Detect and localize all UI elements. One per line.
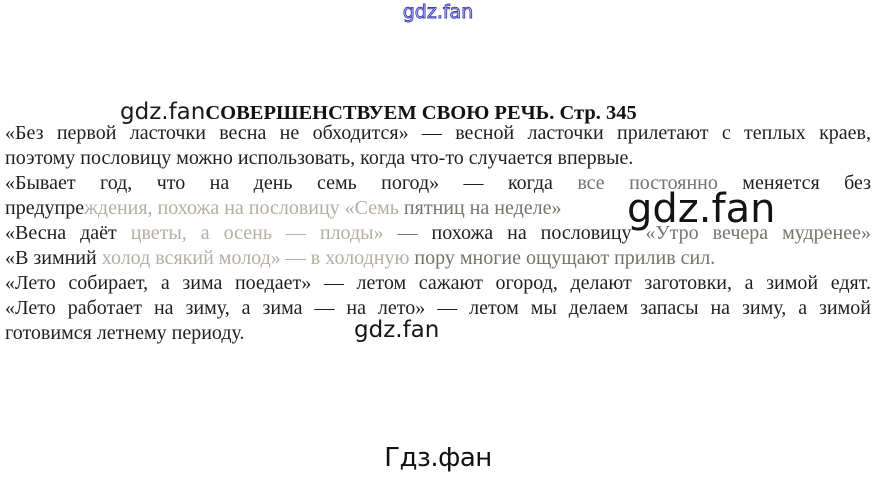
text-segment: «Бывает год, что на день семь погод» — когда <box>5 172 578 194</box>
text-segment: предупре <box>5 197 85 219</box>
text-line <box>5 271 871 296</box>
text-segment: поэтому пословицу можно использовать, когда что-то случается впервые. <box>5 147 634 169</box>
document-text-block <box>5 121 871 346</box>
text-segment: «Без первой ласточки весна не обходится» — весной ласточки прилетают с теплых краев, <box>5 122 871 144</box>
text-segment: «Утро вечера мудренее» <box>645 222 871 244</box>
text-segment: ждения, похожа на пословицу «Семь <box>84 197 399 219</box>
text-segment: холод всякий молод» — в холодную <box>101 247 415 269</box>
text-segment: — <box>397 222 432 244</box>
text-line <box>5 146 871 171</box>
title-prefix-watermark: gdz.fan <box>120 99 206 125</box>
top-watermark: gdz.fan <box>402 1 474 23</box>
text-line <box>5 246 871 271</box>
text-line <box>5 121 871 146</box>
page-title: СОВЕРШЕНСТВУЕМ СВОЮ РЕЧЬ. Стр. 345 <box>205 102 637 124</box>
text-segment: пятниц на неделе» <box>398 197 562 219</box>
text-segment: похожа на пословицу <box>431 222 646 244</box>
text-segment: «Лето собирает, а зима поедает» — летом сажают огород, делают заготовки, а зимой едят. <box>5 272 871 294</box>
text-segment: меняется без <box>742 172 871 194</box>
text-segment: «В зимний <box>5 247 102 269</box>
text-segment: пору многие ощущают прилив сил. <box>414 247 716 269</box>
big-watermark: gdz.fan <box>627 186 776 232</box>
text-segment: все постоянно <box>577 172 743 194</box>
text-segment: «Весна даёт <box>5 222 131 244</box>
text-segment: «Лето работает на зиму, а зима — на лето» — летом мы делаем запасы на зиму, а зимой <box>5 297 871 319</box>
bottom-watermark: Гдз.фан <box>384 443 492 473</box>
inline-watermark: gdz.fan <box>354 317 440 343</box>
text-segment: готовимся летнему периоду. <box>5 322 245 344</box>
text-segment: цветы, а осень — плоды» <box>130 222 398 244</box>
